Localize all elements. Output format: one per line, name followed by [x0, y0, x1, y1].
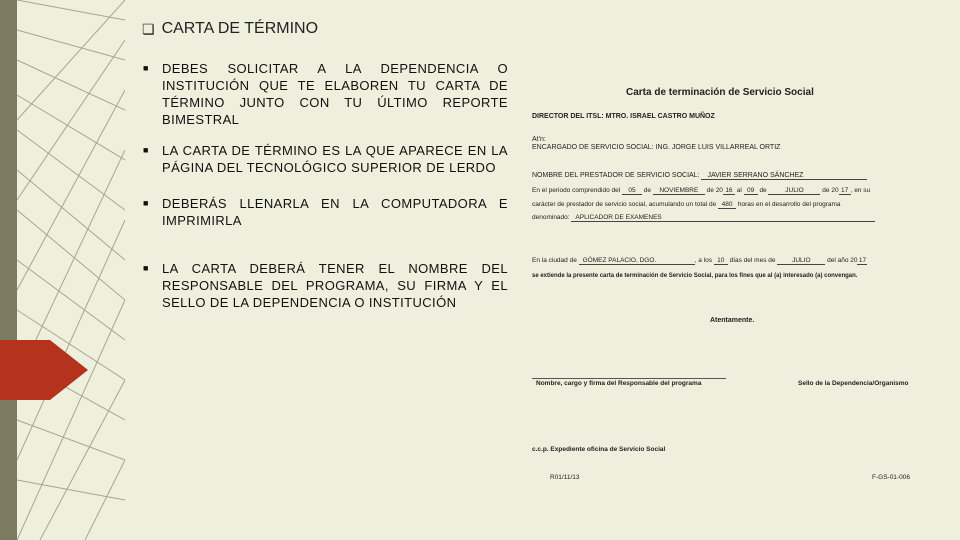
letter-firma-label: Nombre, cargo y firma del Responsable del programa — [536, 380, 702, 387]
letter-heading: Carta de terminación de Servicio Social — [626, 87, 814, 98]
slide-title — [142, 20, 318, 38]
letter-codigo: F-GS-01-006 — [872, 474, 910, 481]
checkbox-icon: ❏ — [142, 20, 155, 37]
square-bullet-icon: ■ — [143, 145, 149, 155]
letter-atentamente: Atentamente. — [710, 317, 755, 324]
letter-extiende: se extiende la presente carta de terminación de Servicio Social, para los fines que al (a) interesado (a) convengan. — [532, 273, 858, 279]
letter-programa: denominado: APLICADOR DE EXAMENES — [532, 214, 875, 222]
bullet-item: ■ LA CARTA DE TÉRMINO ES LA QUE APARECE EN LA PÁGINA DEL TECNOLÓGICO SUPERIOR DE LERDO — [143, 143, 508, 175]
termination-letter-image — [528, 80, 938, 490]
bullet-list — [143, 60, 508, 311]
square-bullet-icon: ■ — [143, 198, 149, 208]
letter-ciudad: En la ciudad de GÓMEZ PALACIO, DGO. , a los 10 días del mes de JULIO del año 2017 — [532, 257, 867, 264]
bullet-item: ■ LA CARTA DEBERÁ TENER EL NOMBRE DEL RESPONSABLE DEL PROGRAMA, SU FIRMA Y EL SELLO DE LA DEPENDENCIA O INSTITUCIÓN — [143, 261, 508, 310]
square-bullet-icon: ■ — [143, 63, 149, 73]
bullet-item: ■ DEBERÁS LLENARLA EN LA COMPUTADORA E IMPRIMIRLA — [143, 196, 508, 228]
letter-horas: carácter de prestador de servicio social, acumulando un total de 480 horas en el desarrollo del programa — [532, 201, 841, 208]
decorative-diagonal-lines — [0, 0, 125, 540]
signature-line — [532, 378, 726, 379]
square-bullet-icon: ■ — [143, 263, 149, 273]
bullet-item: ■ DEBES SOLICITAR A LA DEPENDENCIA O INSTITUCIÓN QUE TE ELABOREN TU CARTA DE TÉRMINO JUNTO CON TU ÚLTIMO REPORTE BIMESTRAL — [143, 61, 508, 127]
letter-encargado: ENCARGADO DE SERVICIO SOCIAL: ING. JORGE LUIS VILLARREAL ORTIZ — [532, 144, 781, 151]
letter-revision: R01/11/13 — [550, 474, 580, 481]
letter-prestador: NOMBRE DEL PRESTADOR DE SERVICIO SOCIAL: JAVIER SERRANO SÁNCHEZ — [532, 172, 867, 180]
red-accent-shape — [0, 340, 88, 400]
slide-title-text: CARTA DE TÉRMINO — [161, 20, 319, 37]
letter-director: DIRECTOR DEL ITSL: MTRO. ISRAEL CASTRO MUÑOZ — [532, 113, 715, 120]
letter-sello-label: Sello de la Dependencia/Organismo — [798, 380, 909, 387]
letter-ccp: c.c.p. Expediente oficina de Servicio Social — [532, 446, 666, 453]
letter-attn: At'n: — [532, 136, 546, 143]
letter-periodo: En el periodo comprendido del 05 de NOVIEMBRE de 20 16 al 09 de JULIO de 20 17 , en su — [532, 187, 871, 194]
